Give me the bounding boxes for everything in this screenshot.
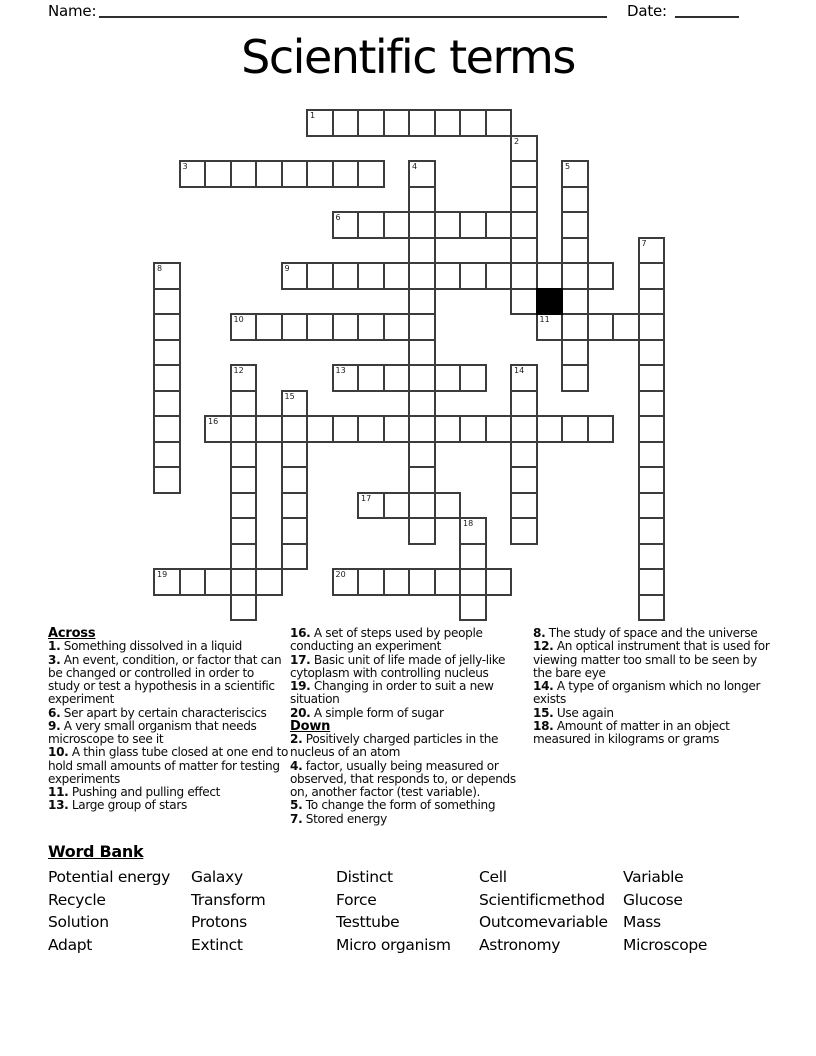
- clue: 5. To change the form of something: [290, 798, 496, 813]
- grid-cell[interactable]: [281, 262, 309, 290]
- clue-section-heading: Down: [290, 718, 331, 734]
- clue-number-label: 1.: [48, 639, 61, 654]
- grid-cell[interactable]: [153, 466, 181, 494]
- grid-cell[interactable]: [510, 466, 538, 494]
- clue: 10. A thin glass tube closed at one end to hold small amounts of matter for testing experiments: [48, 745, 289, 786]
- clue-number: 4: [412, 162, 418, 171]
- word-bank-item: Force: [336, 890, 377, 909]
- grid-cell[interactable]: [357, 262, 385, 290]
- grid-cell[interactable]: [638, 415, 666, 443]
- grid-cell[interactable]: [332, 313, 360, 341]
- grid-cell[interactable]: [230, 364, 258, 392]
- grid-cell[interactable]: [638, 237, 666, 265]
- clue-number-label: 15.: [533, 705, 554, 720]
- wordbank-column-3: [336, 866, 451, 957]
- word-bank-item: Recycle: [48, 890, 106, 909]
- grid-cell[interactable]: [459, 594, 487, 622]
- grid-cell[interactable]: [357, 492, 385, 520]
- grid-cell[interactable]: [434, 364, 462, 392]
- grid-cell[interactable]: [357, 364, 385, 392]
- clue-number: 6: [335, 213, 341, 222]
- clue-section-heading: Across: [48, 626, 96, 641]
- word-bank-item: Mass: [623, 913, 661, 932]
- grid-cell[interactable]: [332, 415, 360, 443]
- clue-number: 13: [335, 366, 346, 375]
- clue: 15. Use again: [533, 705, 614, 720]
- grid-cell[interactable]: [281, 466, 309, 494]
- grid-cell[interactable]: [434, 262, 462, 290]
- clue-number: 20: [335, 570, 346, 579]
- grid-cell[interactable]: [357, 211, 385, 239]
- grid-cell[interactable]: [383, 568, 411, 596]
- clue-number: 9: [284, 264, 290, 273]
- grid-cell[interactable]: [510, 135, 538, 163]
- grid-cell[interactable]: [357, 415, 385, 443]
- clue: 17. Basic unit of life made of jelly-like cytoplasm with controlling nucleus: [290, 652, 506, 680]
- clue: 14. A type of organism which no longer exists: [533, 679, 761, 707]
- grid-cell[interactable]: [230, 568, 258, 596]
- grid-cell[interactable]: [485, 109, 513, 137]
- grid-cell[interactable]: [230, 517, 258, 545]
- grid-cell[interactable]: [153, 364, 181, 392]
- grid-cell[interactable]: [459, 109, 487, 137]
- grid-cell[interactable]: [230, 594, 258, 622]
- grid-cell[interactable]: [561, 339, 589, 367]
- grid-cell[interactable]: [383, 415, 411, 443]
- grid-cell[interactable]: [281, 543, 309, 571]
- clue-number-label: 8.: [533, 626, 546, 640]
- grid-cell[interactable]: [510, 262, 538, 290]
- grid-cell[interactable]: [485, 211, 513, 239]
- grid-cell[interactable]: [408, 262, 436, 290]
- grid-cell[interactable]: [332, 109, 360, 137]
- clue-number-label: 2.: [290, 732, 303, 746]
- grid-cell[interactable]: [153, 313, 181, 341]
- grid-cell[interactable]: [510, 492, 538, 520]
- grid-cell[interactable]: [153, 262, 181, 290]
- grid-cell[interactable]: [332, 211, 360, 239]
- clue: 4. factor, usually being measured or observed, that responds to, or depends on, another factor (test variable).: [290, 758, 516, 799]
- grid-cell[interactable]: [638, 568, 666, 596]
- clue-number-label: 11.: [48, 785, 69, 799]
- grid-cell[interactable]: [153, 441, 181, 469]
- grid-cell[interactable]: [332, 568, 360, 596]
- grid-cell[interactable]: [383, 492, 411, 520]
- grid-cell[interactable]: [510, 288, 538, 316]
- grid-cell[interactable]: [638, 262, 666, 290]
- word-bank-item: Galaxy: [191, 868, 243, 886]
- grid-cell[interactable]: [255, 313, 283, 341]
- grid-cell[interactable]: [510, 517, 538, 545]
- grid-cell[interactable]: [459, 211, 487, 239]
- grid-cell[interactable]: [536, 262, 564, 290]
- grid-cell[interactable]: [459, 364, 487, 392]
- clue-number-label: 6.: [48, 705, 61, 720]
- word-bank-item: Microscope: [623, 936, 708, 955]
- clue-number-label: 20.: [290, 705, 311, 720]
- clue-number-label: 4.: [290, 758, 303, 773]
- clue-number: 3: [182, 162, 188, 171]
- word-bank-item: Protons: [191, 913, 247, 932]
- word-bank-item: Transform: [191, 890, 266, 909]
- grid-cell[interactable]: [459, 517, 487, 545]
- word-bank-item: Glucose: [623, 890, 683, 909]
- grid-cell[interactable]: [153, 568, 181, 596]
- clue-number: 14: [514, 366, 525, 375]
- grid-cell[interactable]: [638, 543, 666, 571]
- grid-cell[interactable]: [408, 364, 436, 392]
- grid-cell[interactable]: [408, 237, 436, 265]
- grid-cell[interactable]: [153, 339, 181, 367]
- grid-cell[interactable]: [153, 288, 181, 316]
- grid-cell[interactable]: [408, 339, 436, 367]
- clue-number-label: 9.: [48, 718, 61, 733]
- clue: 16. A set of steps used by people conducting an experiment: [290, 626, 483, 654]
- grid-cell[interactable]: [281, 313, 309, 341]
- clue-number-label: 10.: [48, 745, 69, 760]
- grid-cell[interactable]: [459, 543, 487, 571]
- clue-number: 19: [157, 570, 168, 579]
- wordbank-column-5: [623, 866, 707, 957]
- grid-cell[interactable]: [179, 160, 207, 188]
- grid-cell[interactable]: [230, 390, 258, 418]
- clue: 12. An optical instrument that is used for viewing matter too small to be seen by the bare eye: [533, 639, 770, 680]
- grid-cell[interactable]: [638, 364, 666, 392]
- grid-cell[interactable]: [408, 160, 436, 188]
- clue: 7. Stored energy: [290, 811, 387, 826]
- grid-cell[interactable]: [281, 160, 309, 188]
- word-bank-item: Outcomevariable: [479, 913, 608, 932]
- grid-cell[interactable]: [561, 237, 589, 265]
- grid-cell[interactable]: [306, 160, 334, 188]
- clue-column-3: [533, 627, 777, 746]
- clue-column-2: [290, 627, 533, 826]
- clue-number-label: 14.: [533, 679, 554, 693]
- grid-cell[interactable]: [408, 466, 436, 494]
- grid-cell[interactable]: [510, 237, 538, 265]
- clue-number: 18: [463, 519, 474, 528]
- word-bank-item: Testtube: [336, 913, 400, 932]
- grid-cell[interactable]: [612, 313, 640, 341]
- grid-cell[interactable]: [383, 109, 411, 137]
- grid-cell[interactable]: [434, 492, 462, 520]
- grid-cell[interactable]: [434, 109, 462, 137]
- grid-cell[interactable]: [255, 160, 283, 188]
- clue-number: 7: [641, 238, 647, 248]
- clue-column-1: [48, 627, 289, 813]
- grid-cell[interactable]: [357, 568, 385, 596]
- date-blank-line[interactable]: [675, 16, 739, 18]
- grid-cell[interactable]: [485, 568, 513, 596]
- grid-cell[interactable]: [510, 441, 538, 469]
- clue: 9. A very small organism that needs microscope to see it: [48, 718, 257, 746]
- clue-number-label: 17.: [290, 652, 311, 667]
- grid-cell[interactable]: [434, 415, 462, 443]
- clue-number: 15: [284, 391, 295, 401]
- grid-cell[interactable]: [638, 466, 666, 494]
- grid-cell[interactable]: [434, 568, 462, 596]
- grid-cell[interactable]: [510, 211, 538, 239]
- clue: 11. Pushing and pulling effect: [48, 785, 221, 799]
- grid-cell[interactable]: [408, 186, 436, 214]
- grid-cell[interactable]: [383, 211, 411, 239]
- grid-cell[interactable]: [383, 262, 411, 290]
- page-title: Scientific terms: [241, 30, 575, 84]
- grid-cell[interactable]: [230, 313, 258, 341]
- clue: 20. A simple form of sugar: [290, 705, 444, 720]
- grid-cell[interactable]: [408, 390, 436, 418]
- grid-cell[interactable]: [255, 415, 283, 443]
- clue: 8. The study of space and the universe: [533, 626, 758, 640]
- grid-cell[interactable]: [383, 364, 411, 392]
- grid-cell[interactable]: [281, 492, 309, 520]
- grid-cell[interactable]: [306, 262, 334, 290]
- clue-number: 8: [157, 264, 163, 273]
- clue: 13. Large group of stars: [48, 798, 187, 813]
- grid-cell[interactable]: [638, 313, 666, 341]
- grid-cell[interactable]: [306, 415, 334, 443]
- wordbank-column-1: [48, 866, 170, 957]
- date-label: Date:: [627, 2, 667, 20]
- grid-cell[interactable]: [587, 262, 615, 290]
- word-bank-item: Variable: [623, 868, 684, 886]
- clue: 6. Ser apart by certain characteriscics: [48, 705, 267, 720]
- word-bank-item: Solution: [48, 913, 109, 932]
- grid-cell[interactable]: [510, 415, 538, 443]
- grid-cell[interactable]: [459, 262, 487, 290]
- grid-cell[interactable]: [434, 211, 462, 239]
- grid-cell[interactable]: [638, 517, 666, 545]
- clue-number: 2: [514, 136, 520, 146]
- grid-cell[interactable]: [306, 109, 334, 137]
- clue-number-label: 19.: [290, 679, 311, 693]
- wordbank-column-2: [191, 866, 265, 957]
- grid-cell[interactable]: [561, 160, 589, 188]
- word-bank-item: Distinct: [336, 868, 393, 886]
- grid-cell[interactable]: [587, 415, 615, 443]
- grid-cell[interactable]: [230, 543, 258, 571]
- grid-cell[interactable]: [510, 390, 538, 418]
- grid-cell[interactable]: [230, 415, 258, 443]
- crossword-grid: [153, 109, 666, 622]
- grid-cell[interactable]: [357, 109, 385, 137]
- grid-cell[interactable]: [383, 313, 411, 341]
- clue-number: 17: [361, 493, 372, 503]
- clue-number-label: 12.: [533, 639, 554, 654]
- clue: 2. Positively charged particles in the nucleus of an atom: [290, 732, 499, 760]
- grid-cell[interactable]: [561, 262, 589, 290]
- grid-cell[interactable]: [153, 390, 181, 418]
- grid-cell[interactable]: [204, 415, 232, 443]
- clue-number-label: 5.: [290, 798, 303, 813]
- clue-number: 11: [539, 315, 550, 324]
- grid-cell[interactable]: [408, 492, 436, 520]
- blocked-cell: [536, 288, 564, 316]
- grid-cell[interactable]: [281, 390, 309, 418]
- grid-cell[interactable]: [510, 364, 538, 392]
- grid-cell[interactable]: [408, 109, 436, 137]
- word-bank-item: Adapt: [48, 936, 93, 955]
- clue-number-label: 18.: [533, 718, 554, 733]
- grid-cell[interactable]: [357, 160, 385, 188]
- grid-cell[interactable]: [536, 313, 564, 341]
- grid-cell[interactable]: [536, 415, 564, 443]
- grid-cell[interactable]: [408, 211, 436, 239]
- grid-cell[interactable]: [153, 415, 181, 443]
- clue: 1. Something dissolved in a liquid: [48, 639, 242, 654]
- grid-cell[interactable]: [332, 160, 360, 188]
- grid-cell[interactable]: [281, 441, 309, 469]
- clue-number: 5: [565, 162, 571, 171]
- word-bank-item: Potential energy: [48, 868, 171, 886]
- grid-cell[interactable]: [255, 568, 283, 596]
- grid-cell[interactable]: [459, 568, 487, 596]
- grid-cell[interactable]: [485, 415, 513, 443]
- clue-number: 12: [233, 366, 244, 375]
- grid-cell[interactable]: [561, 415, 589, 443]
- grid-cell[interactable]: [638, 339, 666, 367]
- grid-cell[interactable]: [561, 211, 589, 239]
- grid-cell[interactable]: [230, 441, 258, 469]
- word-bank-item: Astronomy: [479, 936, 561, 955]
- grid-cell[interactable]: [230, 492, 258, 520]
- grid-cell[interactable]: [332, 364, 360, 392]
- clue: 3. An event, condition, or factor that can be changed or controlled in order to study or test a hypothesis in a scientific experiment: [48, 652, 282, 707]
- clue: 19. Changing in order to suit a new situation: [290, 679, 494, 707]
- wordbank-column-4: [479, 866, 608, 957]
- clue-number-label: 16.: [290, 626, 311, 640]
- grid-cell[interactable]: [561, 313, 589, 341]
- grid-cell[interactable]: [204, 160, 232, 188]
- grid-cell[interactable]: [638, 441, 666, 469]
- grid-cell[interactable]: [561, 288, 589, 316]
- clue-number-label: 13.: [48, 798, 69, 813]
- clue-number: 1: [310, 111, 316, 120]
- grid-cell[interactable]: [357, 313, 385, 341]
- grid-cell[interactable]: [179, 568, 207, 596]
- grid-cell[interactable]: [408, 415, 436, 443]
- word-bank-item: Cell: [479, 868, 507, 886]
- grid-cell[interactable]: [204, 568, 232, 596]
- grid-cell[interactable]: [561, 186, 589, 214]
- grid-cell[interactable]: [332, 262, 360, 290]
- grid-cell[interactable]: [485, 262, 513, 290]
- word-bank-item: Extinct: [191, 936, 243, 955]
- grid-cell[interactable]: [638, 492, 666, 520]
- grid-cell[interactable]: [459, 415, 487, 443]
- grid-cell[interactable]: [510, 160, 538, 188]
- grid-cell[interactable]: [408, 517, 436, 545]
- grid-cell[interactable]: [408, 313, 436, 341]
- word-bank-item: Scientificmethod: [479, 890, 605, 909]
- grid-cell[interactable]: [638, 594, 666, 622]
- clue-number-label: 3.: [48, 652, 61, 667]
- grid-cell[interactable]: [306, 313, 334, 341]
- grid-cell[interactable]: [561, 364, 589, 392]
- grid-cell[interactable]: [230, 160, 258, 188]
- name-label: Name:: [48, 2, 97, 20]
- grid-cell[interactable]: [408, 568, 436, 596]
- grid-cell[interactable]: [230, 466, 258, 494]
- name-blank-line[interactable]: [99, 16, 607, 18]
- grid-cell[interactable]: [587, 313, 615, 341]
- word-bank-heading: Word Bank: [48, 842, 144, 861]
- word-bank-item: Micro organism: [336, 936, 451, 955]
- clue-number: 10: [233, 315, 244, 324]
- grid-cell[interactable]: [638, 288, 666, 316]
- grid-cell[interactable]: [408, 288, 436, 316]
- grid-cell[interactable]: [510, 186, 538, 214]
- clue-number: 16: [208, 417, 219, 426]
- clue: 18. Amount of matter in an object measured in kilograms or grams: [533, 718, 730, 746]
- grid-cell[interactable]: [281, 517, 309, 545]
- clue-number-label: 7.: [290, 811, 303, 826]
- grid-cell[interactable]: [408, 441, 436, 469]
- grid-cell[interactable]: [638, 390, 666, 418]
- grid-cell[interactable]: [281, 415, 309, 443]
